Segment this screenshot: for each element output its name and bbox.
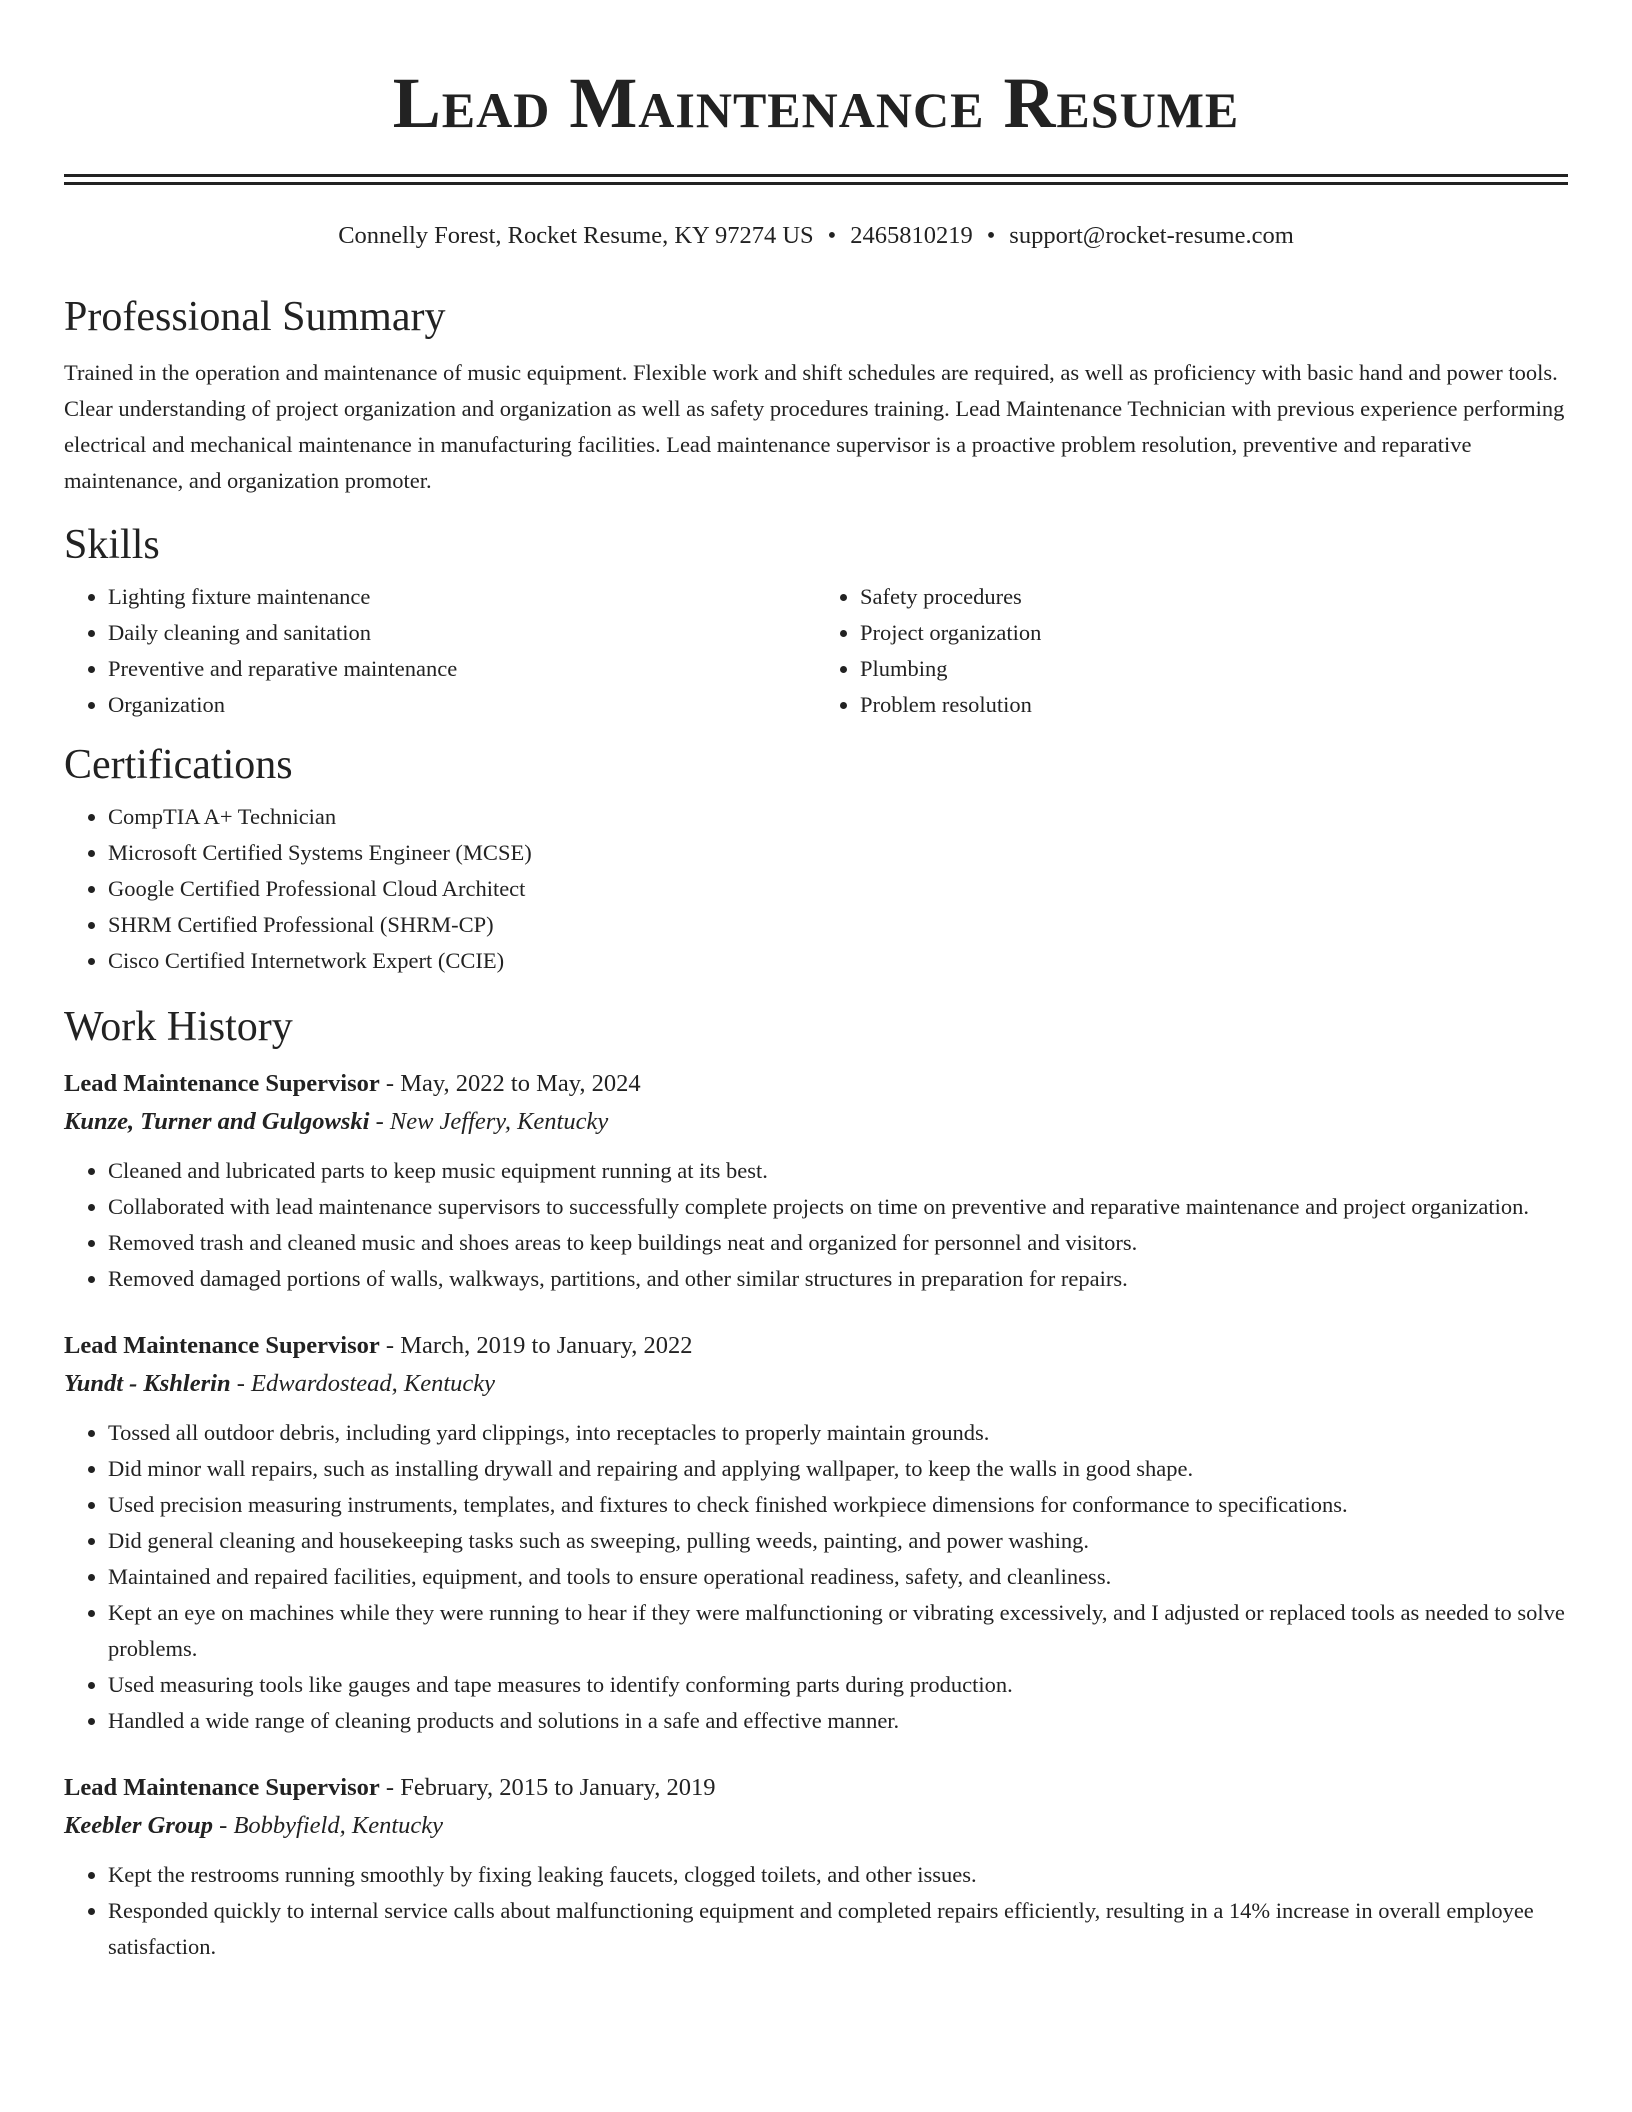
job-bullet: • Did minor wall repairs, such as installing drywall and repairing and applying wallpaper, to keep the walls in good shape. (108, 1451, 1568, 1487)
job-bullet: • Maintained and repaired facilities, equipment, and tools to ensure operational readiness, safety, and cleanliness. (108, 1559, 1568, 1595)
contact-address: Connelly Forest, Rocket Resume, KY 97274 US (338, 222, 814, 249)
work-history-heading: Work History (64, 1004, 293, 1050)
job-title: Lead Maintenance Supervisor (64, 1070, 380, 1097)
job-bullets (64, 1153, 1568, 1297)
skill-item: • Plumbing (860, 651, 1568, 687)
job-bullet: • Removed trash and cleaned music and shoes areas to keep buildings neat and organized for personnel and visitors. (108, 1225, 1568, 1261)
job-company: Keebler Group (64, 1812, 214, 1839)
skills-list-right (816, 579, 1568, 723)
contact-separator: • (986, 222, 996, 249)
job-company-line: Kunze, Turner and Gulgowski - New Jeffery, Kentucky (64, 1108, 609, 1135)
job-bullet: • Removed damaged portions of walls, walkways, partitions, and other similar structures in preparation for repairs. (108, 1261, 1568, 1297)
job-bullet: • Cleaned and lubricated parts to keep music equipment running at its best. (108, 1153, 1568, 1189)
skill-item: • Daily cleaning and sanitation (108, 615, 816, 651)
contact-separator: • (827, 222, 837, 249)
skill-item: • Safety procedures (860, 579, 1568, 615)
job-title: Lead Maintenance Supervisor (64, 1774, 380, 1801)
job-bullet: • Collaborated with lead maintenance supervisors to successfully complete projects on time on preventive and reparative maintenance and project organization. (108, 1189, 1568, 1225)
certifications-list (64, 799, 1568, 979)
job-bullet: • Used precision measuring instruments, templates, and fixtures to check finished workpiece dimensions for conformance to specifications. (108, 1487, 1568, 1523)
job-bullet: • Did general cleaning and housekeeping tasks such as sweeping, pulling weeds, painting, and power washing. (108, 1523, 1568, 1559)
job-company-line: Keebler Group - Bobbyfield, Kentucky (64, 1812, 443, 1839)
skills-list-left (64, 579, 816, 723)
job-dates: February, 2015 to January, 2019 (400, 1774, 716, 1801)
summary-text: Trained in the operation and maintenance of music equipment. Flexible work and shift schedules are required, as well as proficiency with basic hand and power tools. Clear understanding of project organization and organization as well as safety procedures training. Lead Maintenance Technician with previous experience performing electrical and mechanical maintenance in manufacturing facilities. Lead maintenance supervisor is a proactive problem resolution, preventive and reparative maintenance, and organization promoter. (64, 360, 1565, 493)
job-bullet: • Handled a wide range of cleaning products and solutions in a safe and effective manner. (108, 1703, 1568, 1739)
contact-phone: 2465810219 (850, 222, 973, 249)
job-bullets (64, 1415, 1568, 1739)
job-title-line: Lead Maintenance Supervisor - February, 2015 to January, 2019 (64, 1774, 716, 1801)
certifications-heading: Certifications (64, 742, 293, 788)
contact-line (64, 221, 1568, 251)
job-company: Kunze, Turner and Gulgowski (64, 1108, 370, 1135)
skill-item: • Problem resolution (860, 687, 1568, 723)
title-rule-top (64, 174, 1568, 177)
job-company: Yundt - Kshlerin (64, 1370, 231, 1397)
job-location: Bobbyfield, Kentucky (233, 1812, 443, 1839)
job-entry (64, 1065, 1568, 1297)
skill-item: • Preventive and reparative maintenance (108, 651, 816, 687)
job-entry (64, 1327, 1568, 1739)
certification-item: • SHRM Certified Professional (SHRM-CP) (108, 907, 1568, 943)
job-bullet: • Kept an eye on machines while they were running to hear if they were malfunctioning or vibrating excessively, and I adjusted or replaced tools as needed to solve problems. (108, 1595, 1568, 1667)
job-dates: May, 2022 to May, 2024 (400, 1070, 641, 1097)
job-bullet: • Tossed all outdoor debris, including yard clippings, into receptacles to properly maintain grounds. (108, 1415, 1568, 1451)
job-location: Edwardostead, Kentucky (251, 1370, 496, 1397)
skills-heading: Skills (64, 522, 160, 568)
certification-item: • Cisco Certified Internetwork Expert (CCIE) (108, 943, 1568, 979)
job-bullet: • Responded quickly to internal service calls about malfunctioning equipment and completed repairs efficiently, resulting in a 14% increase in overall employee satisfaction. (108, 1893, 1568, 1965)
summary-heading: Professional Summary (64, 294, 446, 340)
job-bullet: • Kept the restrooms running smoothly by fixing leaking faucets, clogged toilets, and other issues. (108, 1857, 1568, 1893)
job-location: New Jeffery, Kentucky (389, 1108, 609, 1135)
job-company-line: Yundt - Kshlerin - Edwardostead, Kentucky (64, 1370, 496, 1397)
job-title-line: Lead Maintenance Supervisor - March, 2019 to January, 2022 (64, 1332, 693, 1359)
job-dates: March, 2019 to January, 2022 (400, 1332, 693, 1359)
job-title-line: Lead Maintenance Supervisor - May, 2022 to May, 2024 (64, 1070, 641, 1097)
resume-title: Lead Maintenance Resume (392, 63, 1240, 143)
job-bullets (64, 1857, 1568, 1965)
job-title: Lead Maintenance Supervisor (64, 1332, 380, 1359)
skills-columns (64, 579, 1568, 723)
contact-email: support@rocket-resume.com (1009, 222, 1294, 249)
job-bullet: • Used measuring tools like gauges and tape measures to identify conforming parts during production. (108, 1667, 1568, 1703)
job-entry (64, 1769, 1568, 1965)
certification-item: • Microsoft Certified Systems Engineer (MCSE) (108, 835, 1568, 871)
skill-item: • Lighting fixture maintenance (108, 579, 816, 615)
certification-item: • Google Certified Professional Cloud Architect (108, 871, 1568, 907)
certification-item: • CompTIA A+ Technician (108, 799, 1568, 835)
skill-item: • Project organization (860, 615, 1568, 651)
title-rule-bottom (64, 182, 1568, 185)
skill-item: • Organization (108, 687, 816, 723)
